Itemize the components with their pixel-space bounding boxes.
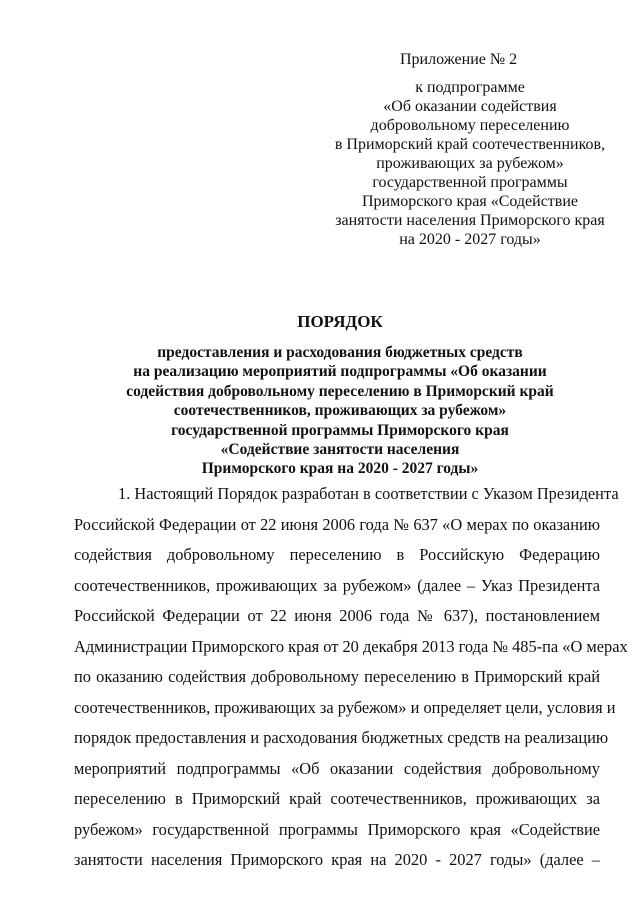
appendix-line: занятости населения Приморского края [335,212,605,229]
body-line: рубежом» государственной программы Приморского края «Содействие [74,819,600,839]
body-line: содействия добровольному переселению в Российскую Федерацию [74,545,600,564]
appendix-line: на 2020 - 2027 годы» [399,231,541,248]
heading-line: государственной программы Приморского края [171,421,509,439]
appendix-line: добровольному переселению [370,117,570,134]
heading-title: ПОРЯДОК [297,312,383,331]
appendix-title: Приложение № 2 [400,51,518,68]
appendix-line: государственной программы [372,174,568,191]
appendix-line: «Об оказании содействия [383,98,557,115]
body-line: соотечественников, проживающих за рубежом» (далее – Указ Президента [74,575,600,595]
body-paragraph [74,479,628,876]
appendix-line: проживающих за рубежом» [376,155,564,172]
body-line: Российской Федерации от 22 июня 2006 года № 637), постановлением [74,606,600,625]
heading-line: предоставления и расходования бюджетных средств [157,344,523,361]
body-line: переселению в Приморский край соотечественников, проживающих за [74,789,600,808]
appendix-block [330,50,610,249]
appendix-line: в Приморский край соотечественников, [334,136,606,153]
body-line: занятости населения Приморского края на 2020 - 2027 годы» (далее – [74,850,600,869]
heading-line: на реализацию мероприятий подпрограммы «Об оказании [133,363,547,381]
body-line: мероприятий подпрограммы «Об оказании содействия добровольному [74,758,600,778]
body-line: Российской Федерации от 22 июня 2006 года № 637 «О мерах по оказанию [74,514,600,534]
body-line: 1. Настоящий Порядок разработан в соответствии с Указом Президента [118,484,619,503]
appendix-line: к подпрограмме [415,79,525,96]
appendix-line: Приморского края «Содействие [361,193,579,210]
heading-line: Приморского края на 2020 - 2027 годы» [201,460,479,478]
heading-line: соотечественников, проживающих за рубежом» [173,402,507,420]
body-line: порядок предоставления и расходования бюджетных средств на реализацию [74,728,609,747]
body-line: соотечественников, проживающих за рубежом» и определяет цели, условия и [74,697,616,717]
body-line: Администрации Приморского края от 20 декабря 2013 года № 485-па «О мерах [74,636,628,656]
body-line: по оказанию содействия добровольному переселению в Приморский край [74,667,600,686]
heading-line: «Содействие занятости населения [220,441,460,459]
document-heading [80,312,600,479]
heading-line: содействия добровольному переселению в Приморский край [126,382,554,400]
